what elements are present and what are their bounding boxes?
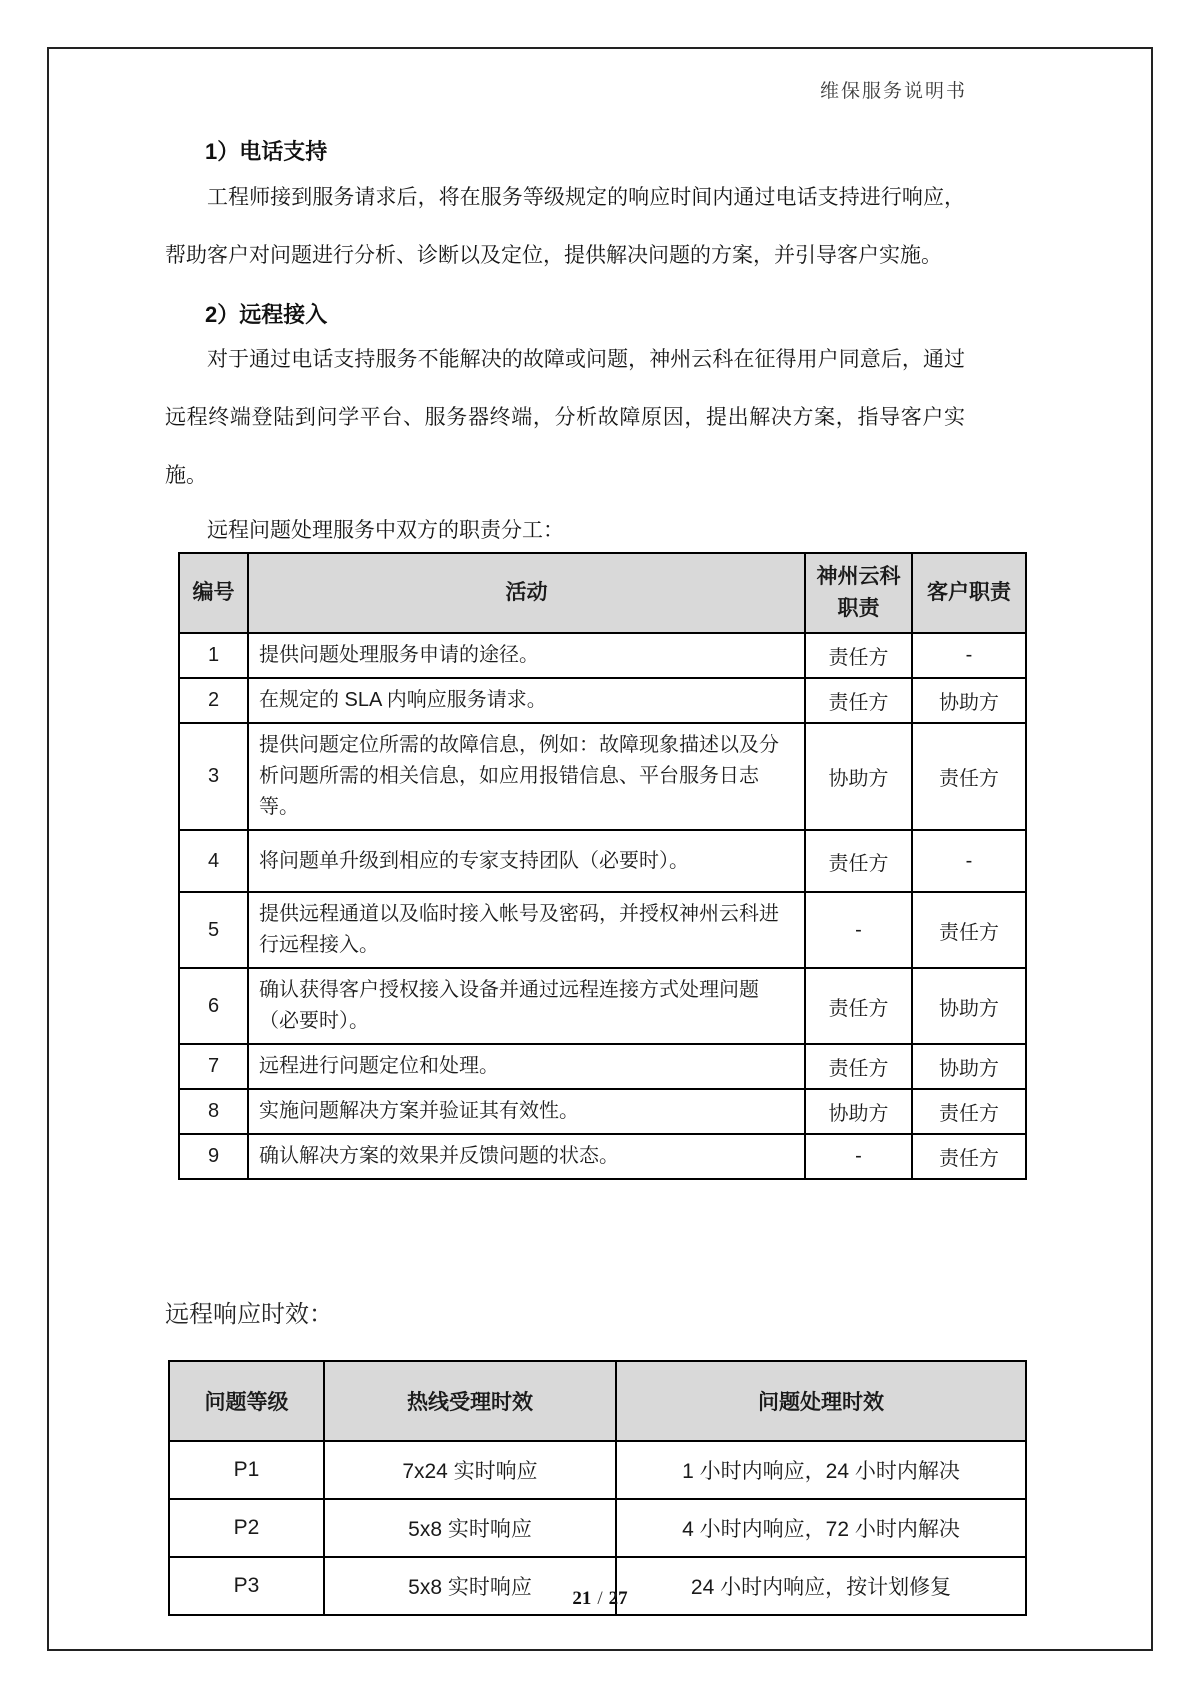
page-footer — [0, 1588, 1200, 1610]
activity-cell: 确认获得客户授权接入设备并通过远程连接方式处理问题（必要时）。 — [248, 968, 805, 1044]
vendor-duty-cell: 协助方 — [805, 723, 912, 830]
sla-section-heading: 远程响应时效： — [165, 1301, 333, 1329]
header-cell-number: 编号 — [179, 553, 248, 633]
table-row — [179, 892, 1026, 968]
row-number-cell: 9 — [179, 1134, 248, 1179]
header-cell-problem-level: 问题等级 — [169, 1361, 324, 1441]
page-number-total: 27 — [608, 1588, 628, 1609]
activity-cell: 提供远程通道以及临时接入帐号及密码，并授权神州云科进行远程接入。 — [248, 892, 805, 968]
table-row — [169, 1441, 1026, 1499]
row-number-cell: 7 — [179, 1044, 248, 1089]
activity-cell: 远程进行问题定位和处理。 — [248, 1044, 805, 1089]
table-row — [179, 1089, 1026, 1134]
header-cell-customer-duty: 客户职责 — [912, 553, 1026, 633]
sla-table-header-row — [169, 1361, 1026, 1441]
activity-cell: 确认解决方案的效果并反馈问题的状态。 — [248, 1134, 805, 1179]
vendor-duty-cell: 责任方 — [805, 633, 912, 678]
section-2-paragraph: 对于通过电话支持服务不能解决的故障或问题，神州云科在征得用户同意后，通过远程终端登陆到问学平台、服务器终端，分析故障原因，提出解决方案，指导客户实施。 — [165, 348, 965, 487]
row-number-cell: 4 — [179, 830, 248, 892]
customer-duty-cell: 责任方 — [912, 1089, 1026, 1134]
header-cell-handling-sla: 问题处理时效 — [616, 1361, 1026, 1441]
table-row — [179, 968, 1026, 1044]
vendor-duty-cell: - — [805, 1134, 912, 1179]
customer-duty-cell: 协助方 — [912, 968, 1026, 1044]
problem-level-cell: P3 — [169, 1557, 324, 1615]
vendor-duty-cell: 责任方 — [805, 968, 912, 1044]
handling-sla-cell: 4 小时内响应，72 小时内解决 — [616, 1499, 1026, 1557]
customer-duty-cell: 责任方 — [912, 892, 1026, 968]
header-cell-hotline-sla: 热线受理时效 — [324, 1361, 616, 1441]
vendor-duty-cell: 责任方 — [805, 830, 912, 892]
customer-duty-cell: 责任方 — [912, 723, 1026, 830]
customer-duty-cell: 协助方 — [912, 1044, 1026, 1089]
vendor-duty-cell: 协助方 — [805, 1089, 912, 1134]
table-row — [169, 1499, 1026, 1557]
vendor-duty-cell: 责任方 — [805, 1044, 912, 1089]
activity-cell: 将问题单升级到相应的专家支持团队（必要时）。 — [248, 830, 805, 892]
problem-level-cell: P2 — [169, 1499, 324, 1557]
table-row — [179, 678, 1026, 723]
handling-sla-cell: 24 小时内响应，按计划修复 — [616, 1557, 1026, 1615]
hotline-sla-cell: 5x8 实时响应 — [324, 1557, 616, 1615]
header-cell-vendor-duty: 神州云科职责 — [805, 553, 912, 633]
header-cell-activity: 活动 — [248, 553, 805, 633]
row-number-cell: 3 — [179, 723, 248, 830]
activity-cell: 提供问题定位所需的故障信息，例如：故障现象描述以及分析问题所需的相关信息，如应用报错信息、平台服务日志等。 — [248, 723, 805, 830]
customer-duty-cell: 责任方 — [912, 1134, 1026, 1179]
row-number-cell: 2 — [179, 678, 248, 723]
page-number-separator: / — [597, 1588, 603, 1609]
row-number-cell: 5 — [179, 892, 248, 968]
section-2-heading: 2）远程接入 — [205, 301, 328, 327]
page-number-current: 21 — [572, 1588, 592, 1609]
row-number-cell: 1 — [179, 633, 248, 678]
section-1-heading: 1）电话支持 — [205, 139, 328, 164]
handling-sla-cell: 1 小时内响应，24 小时内解决 — [616, 1441, 1026, 1499]
customer-duty-cell: 协助方 — [912, 678, 1026, 723]
problem-level-cell: P1 — [169, 1441, 324, 1499]
vendor-duty-cell: - — [805, 892, 912, 968]
activity-cell: 提供问题处理服务申请的途径。 — [248, 633, 805, 678]
activity-cell: 在规定的 SLA 内响应服务请求。 — [248, 678, 805, 723]
document-header-title: 维保服务说明书 — [819, 81, 967, 102]
row-number-cell: 6 — [179, 968, 248, 1044]
sla-table — [168, 1360, 1027, 1616]
customer-duty-cell: - — [912, 633, 1026, 678]
vendor-duty-cell: 责任方 — [805, 678, 912, 723]
duty-table-header-row — [179, 553, 1026, 633]
section-1-paragraph: 工程师接到服务请求后，将在服务等级规定的响应时间内通过电话支持进行响应，帮助客户对问题进行分析、诊断以及定位，提供解决问题的方案，并引导客户实施。 — [165, 185, 965, 267]
table-row — [179, 723, 1026, 830]
activity-cell: 实施问题解决方案并验证其有效性。 — [248, 1089, 805, 1134]
table-row — [179, 633, 1026, 678]
page-content — [165, 130, 1037, 1616]
table-row — [179, 1044, 1026, 1089]
row-number-cell: 8 — [179, 1089, 248, 1134]
customer-duty-cell: - — [912, 830, 1026, 892]
hotline-sla-cell: 5x8 实时响应 — [324, 1499, 616, 1557]
duty-table — [178, 552, 1027, 1180]
table-row — [179, 1134, 1026, 1179]
table-row — [179, 830, 1026, 892]
duty-table-intro: 远程问题处理服务中双方的职责分工： — [207, 518, 564, 542]
hotline-sla-cell: 7x24 实时响应 — [324, 1441, 616, 1499]
